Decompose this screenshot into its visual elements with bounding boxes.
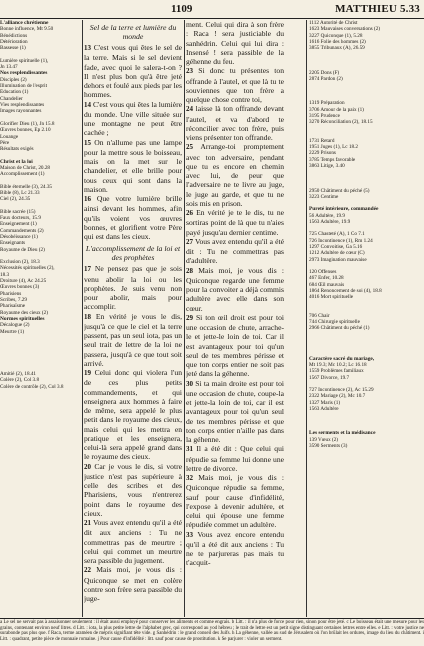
reference-entry: Bible éternelle (3), 24.35 bbox=[0, 183, 53, 190]
reference-entry: 3223 Centime bbox=[309, 193, 339, 200]
reference-entry: Droiture (4), Ac 24.25 bbox=[0, 278, 47, 285]
reference-entry: 2966 Châtiment du péché (1) bbox=[309, 325, 370, 332]
verse bbox=[186, 313, 284, 379]
verse-number: 18 bbox=[84, 312, 91, 321]
verse-number: 24 bbox=[186, 105, 193, 114]
page-number: 1109 bbox=[171, 3, 193, 15]
reference-entry: Mt 19.3; Mc 10.2; Lc 16.18 bbox=[309, 362, 367, 369]
verse bbox=[84, 312, 182, 369]
verse-number: 15 bbox=[84, 138, 91, 147]
verse-text: Que votre lumière brille ainsi devant les hommes, afin qu'ils voient vos œuvres bonnes, et glorifient votre Père qui est dans les cieux. bbox=[84, 194, 182, 241]
reference-entry: 3785 Temps favorable bbox=[309, 156, 356, 163]
verse-number: 33 bbox=[186, 530, 193, 539]
reference-heading: Normes spirituelles bbox=[0, 316, 45, 323]
reference-entry: Ciel (2), 24.35 bbox=[0, 196, 31, 203]
right-reference-column bbox=[309, 20, 424, 449]
reference-entry: 4016 Mort spirituelle bbox=[309, 294, 354, 301]
reference-entry: Exclusion (2), 18.3 bbox=[0, 259, 40, 265]
verse-text: Si ta main droite est pour toi une occasion de chute, coupe-la et jette-la loin de toi, car il est avantageux pour toi qu'un seul de tes membres périsse et que ton corps entier n'aille pas dans la géhenne. bbox=[186, 378, 284, 444]
reference-entry: Détérioration bbox=[0, 39, 28, 46]
reference-entry: Œuvres bonnes (3) bbox=[0, 284, 40, 291]
reference-entry: 1297 Convoitise, Ga 5.16 bbox=[309, 243, 363, 250]
reference-entry: Bible sacrée (15) bbox=[0, 208, 36, 215]
reference-entry: Commandements (2) bbox=[0, 227, 44, 234]
reference-entry: 1212 Adultère de cœur (C) bbox=[309, 250, 365, 257]
reference-entry: Résultats exigés bbox=[0, 146, 34, 153]
verse bbox=[186, 473, 284, 530]
verse-number: 19 bbox=[84, 369, 91, 377]
reference-entry: 1567 Divorce, 19.7 bbox=[309, 374, 350, 381]
verse bbox=[186, 142, 284, 208]
reference-entry: Colère de contrôle (2), Col 3.8 bbox=[0, 383, 64, 390]
verse-text: Si donc tu présentes ton offrande à l'autel, et que là tu te souviennes que ton frère a quelque chose contre toi, bbox=[186, 66, 284, 104]
verse-number: 30 bbox=[186, 379, 193, 388]
verse-text: Mais moi, je vous dis : Quiconque se met en colère contre son frère sera passible du juge- bbox=[84, 565, 182, 603]
reference-entry: Désobéissance (1) bbox=[0, 233, 38, 240]
reference-entry: 2322 Mariage (2), Mc 10.7 bbox=[309, 393, 366, 400]
verse-text: C'est vous qui êtes le sel de la terre. Mais si le sel devient fade, avec quoi le salera-t-on ? Il n'est plus bon qu'à être jeté dehors et foulé aux pieds par les hommes. bbox=[84, 43, 182, 100]
reference-entry: Chandelier bbox=[0, 95, 23, 102]
verse-text: En vérité je te le dis, tu ne sortiras point de là que tu n'aies payé jusqu'au dernier centime. bbox=[186, 208, 284, 237]
reference-entry: 56 Adultère, 19.9 bbox=[309, 212, 346, 219]
reference-entry: Père bbox=[0, 139, 10, 146]
reference-heading: Les serments et la médisance bbox=[309, 430, 376, 437]
verse-text: Mais moi, je vous dis : Quiconque répudie sa femme, sauf pour cause d'infidélité, l'expose à devenir adultère, et celui qui épouse une femme répudiée commet un adultère. bbox=[186, 473, 284, 530]
verse bbox=[84, 100, 182, 138]
reference-entry: Scribes, 7.29 bbox=[0, 297, 27, 304]
reference-entry: 706 Chair bbox=[309, 312, 330, 319]
verse-text: Vous avez entendu qu'il a été dit aux anciens : Tu ne commettras pas de meurtre ; celui qui commet un meurtre sera passible du jugement. bbox=[84, 518, 182, 565]
reference-entry: 725 Chasteté (A), 1 Co 7.1 bbox=[309, 231, 365, 238]
verse bbox=[186, 20, 284, 66]
verse-text: En vérité je vous le dis, jusqu'à ce que le ciel et la terre passent, pas un seul iota, pas un seul trait de lettre de la loi ne passera, jusqu'à ce que tout soit arrivé. bbox=[84, 311, 182, 368]
verse-text: Il a été dit : Que celui qui répudie sa femme lui donne une lettre de divorce. bbox=[186, 444, 284, 473]
verse bbox=[186, 379, 284, 445]
column-divider bbox=[82, 20, 83, 617]
reference-heading: Christ et la loi bbox=[0, 158, 33, 165]
reference-entry: Royaume des cieux (2) bbox=[0, 309, 48, 316]
verse bbox=[84, 462, 182, 519]
verse bbox=[84, 138, 182, 195]
reference-entry: Images rayonnantes bbox=[0, 108, 42, 115]
reference-entry: 1951 Juges (1), Lc 18.2 bbox=[309, 144, 358, 151]
verse-number: 27 bbox=[186, 237, 193, 246]
reference-entry: 1731 Retard bbox=[309, 137, 335, 144]
reference-entry: 3863 Litige, 3.40 bbox=[309, 163, 345, 170]
book-reference: MATTHIEU 5.33 bbox=[335, 3, 420, 15]
reference-entry: Enseignement (1) bbox=[0, 221, 37, 228]
reference-entry: 3590 Serments (3) bbox=[309, 443, 348, 450]
reference-entry: 139 Vœux (2) bbox=[309, 436, 339, 443]
reference-entry: Louange bbox=[0, 133, 19, 140]
verse-text: Arrange-toi promptement avec ton adversaire, pendant que tu es encore en chemin avec lui, de peur que l'adversaire ne te livre au juge, le juge au garde, et que tu ne sois mis en prison. bbox=[186, 142, 284, 208]
verse bbox=[186, 266, 284, 313]
reference-entry: Glorifier Dieu (1), Jn 15.8 bbox=[0, 120, 55, 127]
reference-entry: Jn 13.47 bbox=[0, 64, 18, 71]
reference-entry: Accomplissement (1) bbox=[0, 171, 45, 178]
reference-entry: 1623 Mauvaises conversations (2) bbox=[309, 26, 381, 33]
verse bbox=[186, 104, 284, 142]
section-title: Sel de la terre et lumière du monde bbox=[89, 23, 177, 41]
verse-number: 14 bbox=[84, 100, 91, 109]
reference-entry: Œuvres bonnes, Ep 2.10 bbox=[0, 127, 51, 134]
reference-entry: Colère (2), Col 3.8 bbox=[0, 377, 40, 384]
text-column-1 bbox=[84, 20, 182, 603]
verse-number: 31 bbox=[186, 445, 193, 454]
reference-entry: Bonne influence, Mt 9.50 bbox=[0, 26, 54, 33]
reference-entry: Meurtre (1) bbox=[0, 328, 25, 335]
reference-entry: 3706 Amour de la paix (1) bbox=[309, 106, 364, 113]
reference-entry: Nécessités spirituelles (2), bbox=[0, 265, 55, 272]
column-divider bbox=[306, 20, 307, 617]
reference-entry: 2950 Châtiment du péché (5) bbox=[309, 187, 370, 194]
reference-heading: Caractère sacré du mariage, bbox=[309, 355, 375, 362]
reference-entry: Royaume de Dieu (2) bbox=[0, 246, 45, 253]
section-title: L'accomplissement de la loi et des prophètes bbox=[85, 244, 181, 263]
left-reference-column bbox=[0, 20, 81, 390]
reference-entry: Pharisaïsme bbox=[0, 303, 26, 310]
verse bbox=[84, 368, 182, 462]
reference-entry: Disciples (2) bbox=[0, 76, 27, 83]
verse-text: Vous avez encore entendu qu'il a été dit aux anciens : Tu ne te parjureras pas mais tu t'acquit- bbox=[186, 529, 284, 568]
reference-entry: 1864 Renoncement de soi (4), 18.8 bbox=[309, 287, 382, 294]
verse-text: Si ton œil droit est pour toi une occasion de chute, arrache-le et jette-le loin de toi. Car il est avantageux pour toi qu'un seul de tes membres périsse et que ton corps entier ne soit pas jeté dans la géhenne. bbox=[186, 312, 284, 379]
reference-entry: 120 Offenses bbox=[309, 268, 337, 275]
reference-entry: 3270 Réconciliation (2), 18.15 bbox=[309, 119, 373, 126]
reference-entry: Amitié (2), 18.41 bbox=[0, 371, 37, 378]
reference-heading: Pureté intérieure, commandée bbox=[309, 206, 379, 213]
reference-entry: Bible (8), Lc 21.33 bbox=[0, 189, 40, 196]
verse-number: 29 bbox=[186, 313, 193, 322]
reference-entry: 1327 Maris (1) bbox=[309, 399, 341, 406]
verse-number: 32 bbox=[186, 474, 193, 482]
reference-entry: 684 Œil mauvais bbox=[309, 281, 345, 288]
verse-text: C'est vous qui êtes la lumière du monde. Une ville située sur une montagne ne peut être cachée ; bbox=[84, 99, 182, 138]
reference-entry: Décalogue (2) bbox=[0, 322, 30, 329]
page-header bbox=[0, 3, 424, 19]
verse bbox=[84, 565, 182, 603]
reference-entry: 726 Incontinence (1), Rm 1.24 bbox=[309, 237, 373, 244]
verse bbox=[186, 66, 284, 104]
reference-entry: 3855 Tribunaux (A), 26.59 bbox=[309, 45, 365, 52]
reference-entry: Vies resplendissantes bbox=[0, 102, 45, 109]
reference-entry: 2973 Imagination mauvaise bbox=[309, 256, 367, 263]
reference-entry: 1563 Adultère, 19.9 bbox=[309, 218, 351, 225]
reference-entry: 467 Enfer, 10.28 bbox=[309, 275, 344, 282]
reference-entry: 3195 Prudence bbox=[309, 113, 340, 120]
reference-entry: 744 Chirurgie spirituelle bbox=[309, 319, 360, 325]
reference-entry: 2205 Dons (F) bbox=[309, 69, 340, 76]
reference-entry: Pharisiens bbox=[0, 290, 22, 297]
reference-entry: 2874 Pardon (2) bbox=[309, 76, 343, 83]
verse-text: Car je vous le dis, si votre justice n'est pas supérieure à celle des scribes et des Pharisiens, vous n'entrerez point dans le royaume des cieux. bbox=[84, 461, 182, 518]
verse-text: Celui donc qui violera l'un de ces plus petits commandements, et qui enseignera aux hommes à faire de même, sera appelé le plus petit dans le royaume des cieux, mais celui qui les mettra en pratique et les enseignera, celui-là sera appelé grand dans le royaume des cieux. bbox=[84, 368, 182, 462]
reference-entry: 1559 Problèmes familiaux bbox=[309, 368, 364, 375]
verse-text: Mais moi, je vous dis : Quiconque regarde une femme pour la convoiter a déjà commis adultère avec elle dans son cœur. bbox=[186, 265, 284, 313]
verse-number: 17 bbox=[84, 265, 91, 274]
verse-text: Ne pensez pas que je sois venu abolir la loi ou les prophètes. Je suis venu non pour abolir, mais pour accomplir. bbox=[84, 264, 182, 312]
verse-text: On n'allume pas une lampe pour la mettre sous le boisseau, mais on la met sur le chandelier, et elle brille pour tous ceux qui sont dans la maison. bbox=[84, 137, 182, 194]
verse-number: 13 bbox=[84, 44, 91, 52]
verse-text: ment. Celui qui dira à son frère : Raca ! sera justiciable du sanhédrin. Celui qui lui dira : Insensé ! sera passible de la géhenne du feu. bbox=[186, 20, 284, 66]
reference-entry: Illumination de l'esprit bbox=[0, 83, 48, 90]
verse bbox=[84, 194, 182, 241]
header-rule bbox=[0, 18, 424, 19]
verse-number: 22 bbox=[84, 566, 91, 575]
footnotes: a Le sel ne servait pas à assaisonner seulement : il était aussi employé pour conserver les aliments et comme engrais. b Litt. : il n'a plus de force pour rien, sinon pour être jeté. c Le boisseau était une mesure pour les grains, contenant environ neuf litres. d Litt. : iota, la plus petite lettre de l'alphabet grec, qui correspond au yod hébreu ; le trait de lettre est un petit signe distinguant certaines lettres entre elles. e Litt. : votre justice ne surabonde pas plus que. f Raca, terme araméen de mépris signifiant tête vide. g Sanhédrin : le grand conseil des Juifs. h La géhenne, vallée au sud de Jérusalem où l'on brûlait les ordures, image du lieu du châtiment. i Litt. : quadrant, petite pièce de monnaie romaine. j Pour cause d'infidélité : litt. sauf pour cause de prostitution. k Se parjurer : violer un serment. bbox=[0, 618, 424, 646]
reference-entry: 3227 Quiconque (1), 5.28 bbox=[309, 32, 363, 39]
verse-number: 26 bbox=[186, 209, 193, 217]
verse bbox=[84, 264, 182, 311]
verse-number: 16 bbox=[84, 195, 91, 203]
reference-entry: Éducation (1) bbox=[0, 89, 29, 96]
verse-number: 25 bbox=[186, 143, 193, 152]
reference-heading: Nos resplendissantes bbox=[0, 70, 48, 77]
reference-entry: Faux docteurs, 15.9 bbox=[0, 214, 41, 221]
reference-entry: 1319 Préparation bbox=[309, 100, 345, 107]
verse-number: 23 bbox=[186, 67, 193, 76]
verse bbox=[84, 43, 182, 100]
reference-entry: 1616 Folie des hommes (2) bbox=[309, 39, 366, 46]
reference-entry: 727 Incontinence (2), Ac 15.29 bbox=[309, 387, 374, 394]
verse bbox=[84, 518, 182, 565]
text-column-2 bbox=[186, 20, 284, 568]
reference-entry: Lumière spirituelle (1), bbox=[0, 57, 49, 64]
reference-entry: 2229 Prisons bbox=[309, 150, 336, 157]
verse-number: 20 bbox=[84, 462, 91, 471]
reference-entry: Maison de Christ, 20.28 bbox=[0, 164, 51, 171]
verse-text: laisse là ton offrande devant l'autel, et va d'abord te réconcilier avec ton frère, puis viens présenter ton offrande. bbox=[186, 104, 284, 142]
column-divider bbox=[184, 20, 185, 617]
reference-heading: L'alliance chrétienne bbox=[0, 20, 49, 26]
reference-entry: 1563 Adultère bbox=[309, 406, 339, 413]
verse bbox=[186, 444, 284, 473]
reference-entry: 1112 Autorité de Christ bbox=[309, 20, 358, 26]
reference-entry: 18.3 bbox=[0, 271, 10, 278]
verse bbox=[186, 530, 284, 568]
reference-entry: Bassesse (1) bbox=[0, 45, 26, 52]
verse-text: Vous avez entendu qu'il a été dit : Tu ne commettras pas d'adultère. bbox=[186, 236, 284, 266]
verse-number: 21 bbox=[84, 519, 91, 527]
verse bbox=[186, 208, 284, 237]
reference-entry: Bénédictions bbox=[0, 32, 28, 39]
verse bbox=[186, 237, 284, 266]
verse-number: 28 bbox=[186, 266, 193, 275]
reference-entry: Enseignants bbox=[0, 240, 26, 247]
